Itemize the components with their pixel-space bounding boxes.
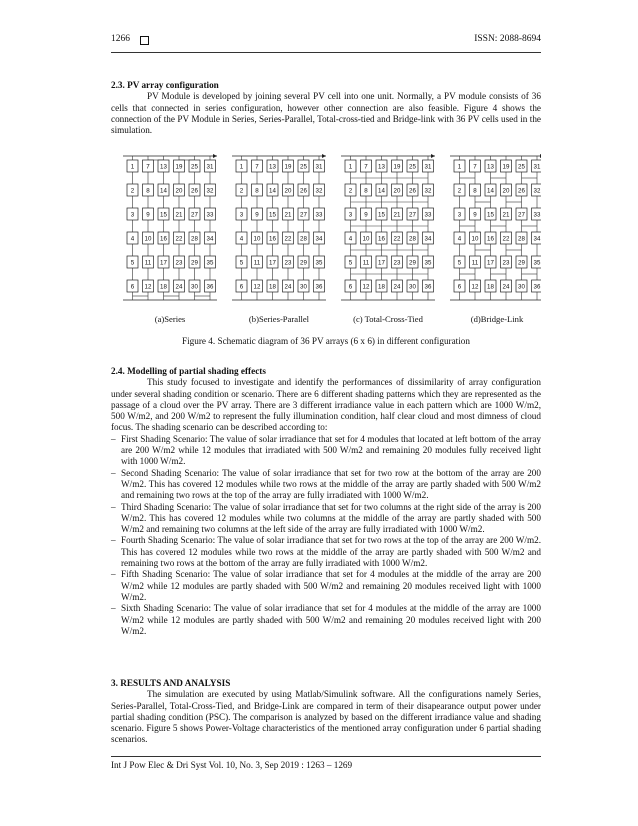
pv-module-number: 8: [146, 187, 150, 195]
pv-module-number: 12: [362, 283, 370, 291]
pv-module-number: 12: [253, 283, 261, 291]
pv-module-number: 2: [348, 187, 353, 195]
pv-module-number: 7: [255, 163, 259, 171]
pv-module-number: 34: [424, 235, 432, 243]
pv-module-number: 17: [160, 259, 167, 267]
list-item: – Second Shading Scenario: The value of solar irradiance that set for two row at the bottom of the array are 200 W/m2. This has covered 12 modules while two rows at the middle of the array are partly shaded with 500 W/m2 and remaining two rows at the top of the array are fully irradiated with 1000 W/m2.: [111, 468, 541, 502]
pv-module-number: 20: [284, 187, 292, 195]
section-heading: 3. RESULTS AND ANALYSIS: [111, 678, 231, 688]
pv-module-number: 14: [487, 187, 494, 195]
pv-module-number: 2: [239, 187, 244, 195]
pv-module-number: 21: [502, 211, 510, 219]
pv-module-number: 6: [457, 283, 462, 291]
pv-module-number: 10: [253, 235, 261, 243]
pv-module-number: 4: [457, 235, 462, 243]
pv-module-number: 3: [348, 211, 353, 219]
pv-module-number: 36: [424, 283, 432, 291]
panel-label: (c) Total-Cross-Tied: [353, 314, 423, 324]
pv-module-number: 7: [473, 163, 477, 171]
list-item: – Third Shading Scenario: The value of solar irradiance that set for two columns at the right side of the array is 200 W/m2. This has covered 12 modules while two columns at the middle of the array are partly shaded with 500 W/m2 and remaining two columns at the left side of the array are fully irradiated with 1000 W/m2.: [111, 502, 541, 536]
pv-module-number: 34: [315, 235, 323, 243]
pv-module-number: 9: [364, 211, 368, 219]
pv-module-number: 30: [300, 283, 307, 291]
pv-module-number: 26: [409, 187, 416, 195]
pv-module-number: 19: [175, 163, 183, 171]
pv-module-number: 35: [206, 259, 214, 267]
pv-module-number: 19: [502, 163, 510, 171]
pv-module-number: 36: [315, 283, 323, 291]
pv-module-number: 17: [378, 259, 385, 267]
pv-module-number: 17: [269, 259, 276, 267]
pv-module-number: 29: [409, 259, 416, 267]
pv-module-number: 15: [378, 211, 385, 219]
page-header: [111, 34, 541, 48]
panel-label: (d)Bridge-Link: [470, 314, 524, 324]
pv-module-number: 11: [144, 259, 152, 267]
pv-module-number: 35: [315, 259, 323, 267]
pv-module-number: 22: [175, 235, 183, 243]
pv-module-number: 28: [409, 235, 416, 243]
pv-module-number: 22: [502, 235, 510, 243]
pv-module-number: 31: [206, 163, 214, 171]
pv-module-number: 30: [409, 283, 416, 291]
section-heading: 2.4. Modelling of partial shading effects: [111, 366, 266, 376]
pv-module-number: 7: [146, 163, 150, 171]
pv-module-number: 13: [269, 163, 276, 171]
pv-module-number: 2: [457, 187, 462, 195]
pv-module-number: 11: [253, 259, 261, 267]
pv-module-number: 32: [424, 187, 432, 195]
pv-module-number: 28: [191, 235, 198, 243]
pv-module-number: 1: [457, 163, 462, 171]
section-paragraph: The simulation are executed by using Matlab/Simulink software. All the configurations namely Series, Series-Parallel, Total-Cross-Tied, and Bridge-Link are compared in term of their disapearance output power under partial shading condition (PSC). The comparison is analyzed by based on the different irradiance value and shading scenario. Figure 5 shows Power-Voltage characteristics of the mentioned array configuration under 6 partial shading scenarios.: [111, 689, 541, 745]
section-paragraph: PV Module is developed by joining several PV cell into one unit. Normally, a PV module consists of 36 cells that connected in series configuration, however other connection are also feasible. Figure 4 shows the connection of the PV Module in Series, Series-Parallel, Total-cross-tied and Bridge-link with 36 PV cells used in the simulation.: [111, 91, 541, 136]
pv-module-number: 18: [269, 283, 276, 291]
pv-module-number: 25: [191, 163, 198, 171]
section-heading: 2.3. PV array configuration: [111, 80, 219, 90]
pv-module-number: 9: [146, 211, 150, 219]
pv-module-number: 5: [348, 259, 353, 267]
pv-module-number: 25: [409, 163, 416, 171]
scenario-list: [111, 434, 541, 637]
pv-module-number: 3: [130, 211, 135, 219]
pv-module-number: 14: [269, 187, 276, 195]
pv-module-number: 18: [378, 283, 385, 291]
pv-module-number: 24: [284, 283, 292, 291]
pv-module-number: 1: [130, 163, 135, 171]
figure-4: [111, 152, 541, 327]
pv-module-number: 12: [471, 283, 479, 291]
pv-module-number: 4: [239, 235, 244, 243]
pv-module-number: 24: [175, 283, 183, 291]
pv-module-number: 6: [239, 283, 244, 291]
pv-module-number: 16: [378, 235, 385, 243]
pv-module-number: 3: [457, 211, 462, 219]
pv-module-number: 23: [284, 259, 292, 267]
pv-module-number: 25: [518, 163, 525, 171]
pv-module-number: 6: [348, 283, 353, 291]
pv-module-number: 33: [424, 211, 432, 219]
pv-module-number: 9: [255, 211, 259, 219]
pv-module-number: 6: [130, 283, 135, 291]
pv-module-number: 14: [378, 187, 385, 195]
pv-module-number: 11: [362, 259, 370, 267]
pv-module-number: 29: [518, 259, 525, 267]
pv-module-number: 10: [362, 235, 370, 243]
pv-module-number: 23: [393, 259, 401, 267]
pv-module-number: 22: [284, 235, 292, 243]
pv-module-number: 19: [393, 163, 401, 171]
pv-module-number: 2: [130, 187, 135, 195]
pv-array-diagrams: [111, 152, 541, 327]
pv-module-number: 24: [393, 283, 401, 291]
pv-module-number: 1: [239, 163, 244, 171]
panel-label: (b)Series-Parallel: [248, 314, 310, 324]
pv-module-number: 35: [424, 259, 432, 267]
pv-module-number: 17: [487, 259, 494, 267]
pv-module-number: 12: [144, 283, 152, 291]
arrow-right-icon: [431, 154, 435, 158]
page-number: 1266: [111, 34, 130, 44]
pv-module-number: 36: [206, 283, 214, 291]
pv-module-number: 33: [206, 211, 214, 219]
section-2-4: [111, 366, 541, 637]
pv-module-number: 21: [175, 211, 183, 219]
pv-module-number: 13: [378, 163, 385, 171]
pv-module-number: 5: [239, 259, 244, 267]
pv-module-number: 29: [191, 259, 198, 267]
pv-module-number: 27: [518, 211, 525, 219]
pv-module-number: 30: [518, 283, 525, 291]
pv-module-number: 31: [315, 163, 323, 171]
list-item: – Fourth Shading Scenario: The value of solar irradiance that set for two rows at the top of the array are 200 W/m2. This has covered 12 modules while two rows at the middle of the array are partly shaded with 500 W/m2 and remaining two rows at the bottom of the array are fully irradiated with 1000 W/m2.: [111, 535, 541, 569]
figure-caption: Figure 4. Schematic diagram of 36 PV arrays (6 x 6) in different configuration: [182, 336, 470, 346]
pv-module-number: 30: [191, 283, 198, 291]
pv-module-number: 14: [160, 187, 167, 195]
pv-module-number: 10: [471, 235, 479, 243]
pv-module-number: 7: [364, 163, 368, 171]
pv-module-number: 3: [239, 211, 244, 219]
pv-module-number: 25: [300, 163, 307, 171]
arrow-right-icon: [540, 154, 541, 158]
pv-module-number: 20: [502, 187, 510, 195]
footer-citation: Int J Pow Elec & Dri Syst Vol. 10, No. 3, Sep 2019 : 1263 – 1269: [111, 760, 353, 770]
pv-module-number: 32: [533, 187, 541, 195]
pv-module-number: 28: [300, 235, 307, 243]
pv-module-number: 33: [315, 211, 323, 219]
pv-module-number: 21: [393, 211, 401, 219]
pv-module-number: 5: [130, 259, 135, 267]
pv-module-number: 20: [393, 187, 401, 195]
arrow-right-icon: [213, 154, 217, 158]
pv-module-number: 4: [348, 235, 353, 243]
list-item: – Sixth Shading Scenario: The value of solar irradiance that set for 4 modules at the middle of the array are 1000 W/m2 while 12 modules are partly shaded with 500 W/m2 and remaining 20 modules received light with 200 W/m2.: [111, 603, 541, 637]
panel-label: (a)Series: [154, 314, 186, 324]
pv-module-number: 4: [130, 235, 135, 243]
pv-module-number: 26: [191, 187, 198, 195]
pv-module-number: 23: [502, 259, 510, 267]
pv-module-number: 16: [160, 235, 167, 243]
pv-module-number: 28: [518, 235, 525, 243]
pv-module-number: 23: [175, 259, 183, 267]
pv-module-number: 33: [533, 211, 541, 219]
header-rule: [111, 52, 541, 53]
pv-module-number: 15: [160, 211, 167, 219]
checkbox-square-icon: [140, 36, 149, 45]
pv-module-number: 9: [473, 211, 477, 219]
pv-module-number: 5: [457, 259, 462, 267]
pv-module-number: 29: [300, 259, 307, 267]
section-paragraph: This study focused to investigate and identify the performances of dissimilarity of array configuration under several shading condition or scenario. There are 6 different shading patterns which they are represented as the passage of a cloud over the PV array. There are 3 different irradiance value in each pattern which are 1000 W/m2, 500 W/m2, and 200 W/m2 to represent the fully illumination condition, half clear cloud and most dimness of cloud focus. The shading scenario can be described according to:: [111, 377, 541, 433]
pv-module-number: 32: [206, 187, 214, 195]
pv-module-number: 16: [269, 235, 276, 243]
pv-module-number: 16: [487, 235, 494, 243]
pv-module-number: 13: [160, 163, 167, 171]
pv-module-number: 19: [284, 163, 292, 171]
pv-module-number: 31: [424, 163, 432, 171]
footer-rule: [111, 756, 541, 757]
pv-module-number: 15: [269, 211, 276, 219]
pv-module-number: 8: [364, 187, 368, 195]
pv-module-number: 27: [409, 211, 416, 219]
section-2-3: [111, 80, 541, 136]
pv-module-number: 18: [160, 283, 167, 291]
pv-module-number: 22: [393, 235, 401, 243]
pv-module-number: 26: [300, 187, 307, 195]
pv-module-number: 1: [348, 163, 353, 171]
pv-module-number: 15: [487, 211, 494, 219]
pv-module-number: 8: [473, 187, 477, 195]
pv-module-number: 11: [471, 259, 479, 267]
pv-module-number: 13: [487, 163, 494, 171]
pv-module-number: 8: [255, 187, 259, 195]
pv-module-number: 21: [284, 211, 292, 219]
pv-module-number: 20: [175, 187, 183, 195]
pv-module-number: 18: [487, 283, 494, 291]
pv-module-number: 10: [144, 235, 152, 243]
pv-module-number: 31: [533, 163, 541, 171]
list-item: – Fifth Shading Scenario: The value of solar irradiance that set for 4 modules at the middle of the array are 200 W/m2 while 12 modules are partly shaded with 500 W/m2 and remaining 20 modules received light with 1000 W/m2.: [111, 569, 541, 603]
pv-module-number: 27: [191, 211, 198, 219]
pv-module-number: 35: [533, 259, 541, 267]
pv-module-number: 26: [518, 187, 525, 195]
issn: ISSN: 2088-8694: [474, 34, 541, 44]
list-item: – First Shading Scenario: The value of solar irradiance that set for 4 modules that located at left bottom of the array are 200 W/m2 while 12 modules that irradiated with 500 W/m2 and remaining 20 modules fully received light with 1000 W/m2.: [111, 434, 541, 468]
pv-module-number: 34: [206, 235, 214, 243]
pv-module-number: 34: [533, 235, 541, 243]
pv-module-number: 27: [300, 211, 307, 219]
arrow-right-icon: [322, 154, 326, 158]
section-3: [111, 678, 541, 746]
pv-module-number: 24: [502, 283, 510, 291]
pv-module-number: 36: [533, 283, 541, 291]
pv-module-number: 32: [315, 187, 323, 195]
